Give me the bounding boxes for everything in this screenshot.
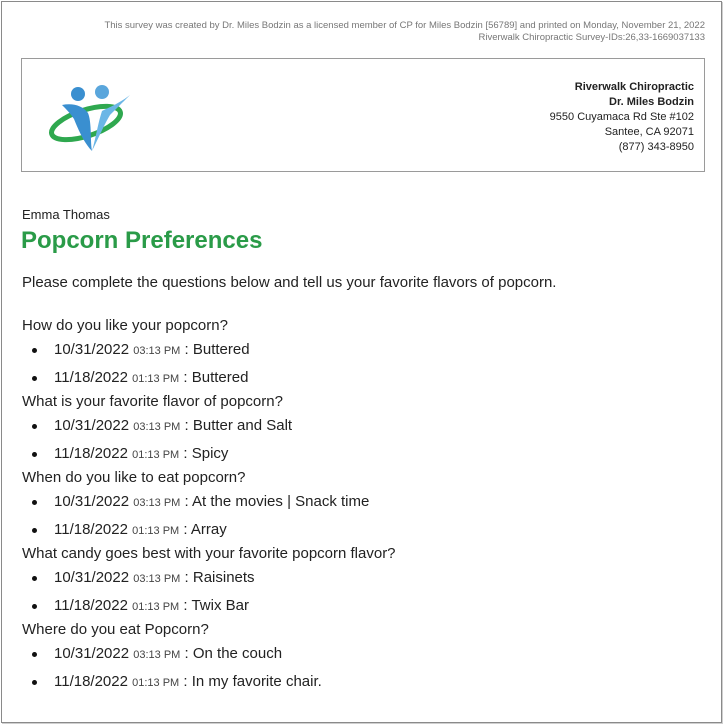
practice-name: Riverwalk Chiropractic [574, 81, 694, 93]
answer-item: 11/18/2022 01:13 PM : Buttered [22, 364, 701, 392]
bullet-icon [32, 348, 37, 353]
answer-item: 10/31/2022 03:13 PM : Raisinets [22, 564, 701, 592]
question: What is your favorite flavor of popcorn? [22, 393, 283, 410]
question: What candy goes best with your favorite popcorn flavor? [22, 545, 396, 562]
answer-item: 10/31/2022 03:13 PM : Buttered [22, 336, 701, 364]
answer-date: 10/31/2022 [54, 493, 130, 510]
answer-item: 11/18/2022 01:13 PM : Spicy [22, 440, 701, 468]
doctor-name: Dr. Miles Bodzin [609, 96, 694, 108]
answer-date: 11/18/2022 [54, 369, 128, 386]
answer-time: 03:13 PM [133, 573, 181, 585]
answer-date: 10/31/2022 [54, 569, 130, 586]
answer-time: 01:13 PM [132, 601, 180, 613]
answer-date: 11/18/2022 [54, 521, 128, 538]
answer-time: 01:13 PM [132, 525, 180, 537]
answer-item: 10/31/2022 03:13 PM : Butter and Salt [22, 412, 701, 440]
answer-list [22, 336, 701, 392]
answer-value: Spicy [191, 445, 229, 462]
answer-value: In my favorite chair. [191, 673, 322, 690]
answer-time: 03:13 PM [133, 649, 181, 661]
answer-time: 03:13 PM [133, 497, 181, 509]
answer-time: 03:13 PM [133, 421, 181, 433]
answer-item: 10/31/2022 03:13 PM : On the couch [22, 640, 701, 668]
bullet-icon [32, 500, 37, 505]
patient-name: Emma Thomas [22, 207, 110, 222]
answer-value: At the movies | Snack time [192, 493, 370, 510]
answer-list [22, 564, 701, 620]
answer-date: 11/18/2022 [54, 597, 128, 614]
answer-list [22, 488, 701, 544]
print-info [104, 20, 705, 44]
answer-date: 10/31/2022 [54, 417, 130, 434]
answer-value: Twix Bar [191, 597, 249, 614]
practice-logo-icon [48, 83, 132, 153]
answer-time: 01:13 PM [132, 677, 180, 689]
answer-value: Butter and Salt [192, 417, 293, 434]
print-info-line-2: Riverwalk Chiropractic Survey-IDs:26,33-1669037133 [478, 32, 705, 43]
address-line-1: 9550 Cuyamaca Rd Ste #102 [549, 111, 694, 123]
answer-list [22, 412, 701, 468]
bullet-icon [32, 452, 37, 457]
question: How do you like your popcorn? [22, 317, 228, 334]
question: When do you like to eat popcorn? [22, 469, 246, 486]
answer-time: 03:13 PM [133, 345, 181, 357]
answer-value: Raisinets [192, 569, 255, 586]
bullet-icon [32, 424, 37, 429]
question-list [22, 316, 701, 696]
answer-item: 11/18/2022 01:13 PM : Array [22, 516, 701, 544]
answer-value: On the couch [192, 645, 283, 662]
answer-time: 01:13 PM [132, 373, 180, 385]
question: Where do you eat Popcorn? [22, 621, 209, 638]
answer-item: 11/18/2022 01:13 PM : Twix Bar [22, 592, 701, 620]
answer-value: Buttered [192, 341, 250, 358]
survey-title: Popcorn Preferences [21, 227, 263, 254]
answer-date: 11/18/2022 [54, 445, 128, 462]
bullet-icon [32, 576, 37, 581]
bullet-icon [32, 376, 37, 381]
bullet-icon [32, 604, 37, 609]
bullet-icon [32, 528, 37, 533]
answer-date: 11/18/2022 [54, 673, 128, 690]
answer-list [22, 640, 701, 696]
answer-date: 10/31/2022 [54, 645, 130, 662]
answer-date: 10/31/2022 [54, 341, 130, 358]
answer-time: 01:13 PM [132, 449, 180, 461]
print-info-line-1: This survey was created by Dr. Miles Bodzin as a licensed member of CP for Miles Bodzin [56789] and printed on Monday, November 21, 2022 [104, 20, 705, 31]
survey-page [1, 1, 722, 723]
address-line-2: Santee, CA 92071 [604, 126, 694, 138]
survey-intro: Please complete the questions below and tell us your favorite flavors of popcorn. [22, 274, 557, 291]
answer-value: Array [190, 521, 227, 538]
bullet-icon [32, 680, 37, 685]
answer-value: Buttered [191, 369, 249, 386]
bullet-icon [32, 652, 37, 657]
phone-number: (877) 343-8950 [618, 141, 694, 153]
practice-header [21, 58, 705, 172]
answer-item: 10/31/2022 03:13 PM : At the movies | Snack time [22, 488, 701, 516]
practice-info [550, 80, 694, 155]
answer-item: 11/18/2022 01:13 PM : In my favorite chair. [22, 668, 701, 696]
